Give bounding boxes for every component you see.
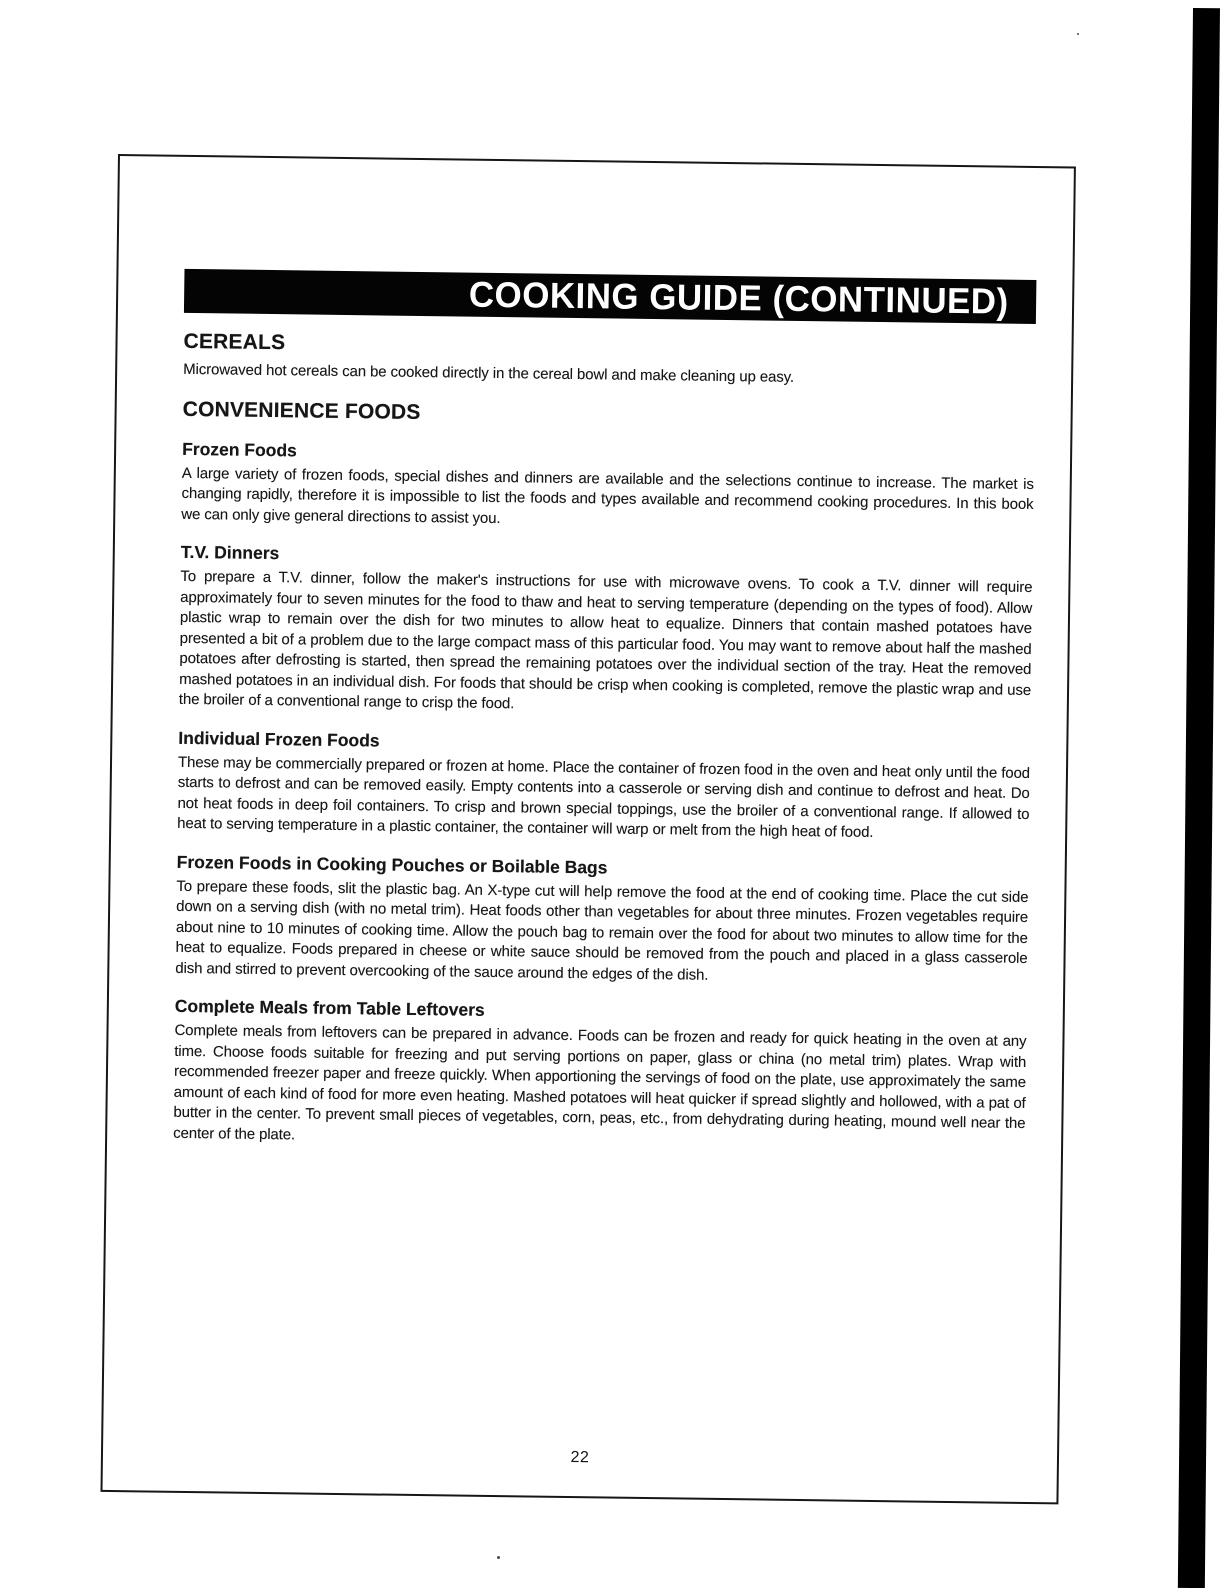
paragraph-tv-dinners: To prepare a T.V. dinner, follow the maker's instructions for use with microwave ovens. To cook a T.V. dinner will require approximately four to seven minutes for the food to thaw and heat to serving temperature (depending on the types of food). Allow plastic wrap to remain over the dish for two minutes to allow heat to equalize. Dinners that contain mashed potatoes have presented a bit of a problem due to the large compact mass of this particular food. You may want to remove about half the mashed potatoes after defrosting is started, then spread the remaining potatoes over the individual section of the tray. Heat the removed mashed potatoes in an individual dish. For foods that should be crisp when cooking is completed, remove the plastic wrap and use the broiler of a conventional range to crisp the food.	[178, 567, 1033, 713]
page-border-frame	[100, 154, 1075, 1504]
heading-table-leftovers: Complete Meals from Table Leftovers	[174, 995, 485, 1020]
heading-cooking-pouches: Frozen Foods in Cooking Pouches or Boilable Bags	[176, 851, 608, 877]
section-banner	[184, 269, 1037, 324]
scan-speck	[1077, 33, 1079, 35]
paragraph-cereals: Microwaved hot cereals can be cooked directly in the cereal bowl and make cleaning up easy.	[183, 360, 795, 386]
scan-speck	[497, 1556, 500, 1559]
page-title: COOKING GUIDE (CONTINUED)	[468, 273, 1009, 322]
paragraph-individual-frozen-foods: These may be commercially prepared or frozen at home. Place the container of frozen food in the oven and heat only until the food starts to defrost and can be removed easily. Empty contents into a casserole or serving dish and continue to defrost and heat. Do not heat foods in deep foil containers. To crisp and brown special toppings, use the broiler of a conventional range. If allowed to heat to serving temperature in a plastic container, the container will warp or melt from the high heat of food.	[177, 753, 1031, 841]
paragraph-cooking-pouches: To prepare these foods, slit the plastic bag. An X-type cut will help remove the food at the end of cooking time. Place the cut side down on a serving dish (with no metal trim). Heat foods other than vegetables for about three minutes. Frozen vegetables require about nine to 10 minutes of cooking time. Allow the pouch bag to remain over the food for about two minutes to allow time for the heat to equalize. Foods prepared in cheese or white sauce should be removed from the pouch and placed in a glass casserole dish and stirred to prevent overcooking of the sauce around the edges of the dish.	[175, 877, 1029, 984]
page-content	[173, 330, 1036, 1155]
heading-tv-dinners: T.V. Dinners	[180, 541, 280, 564]
scan-edge-strip	[1178, 8, 1220, 1588]
heading-frozen-foods: Frozen Foods	[182, 438, 297, 460]
paragraph-frozen-foods: A large variety of frozen foods, special dishes and dinners are available and the selections continue to increase. The market is changing rapidly, therefore it is impossible to list the foods and types available and recommend cooking procedures. In this book we can only give general directions to assist you.	[181, 464, 1034, 527]
paragraph-table-leftovers: Complete meals from leftovers can be prepared in advance. Foods can be frozen and ready for quick heating in the oven at any time. Choose foods suitable for freezing and put serving portions on paper, glass or china (no metal trim) plates. Wrap with recommended freezer paper and freeze quickly. When apportioning the servings of food on the plate, use approximately the same amount of each kind of food for more even heating. Mashed potatoes will heat quicker if spread slightly and hollowed, with a pat of butter in the center. To prevent small pieces of vegetables, corn, peas, etc., from dehydrating during heating, mound well near the center of the plate.	[173, 1021, 1027, 1143]
heading-convenience-foods: CONVENIENCE FOODS	[182, 397, 421, 424]
heading-cereals: CEREALS	[183, 329, 286, 355]
page-number: 22	[570, 1449, 590, 1467]
heading-individual-frozen-foods: Individual Frozen Foods	[178, 727, 380, 750]
